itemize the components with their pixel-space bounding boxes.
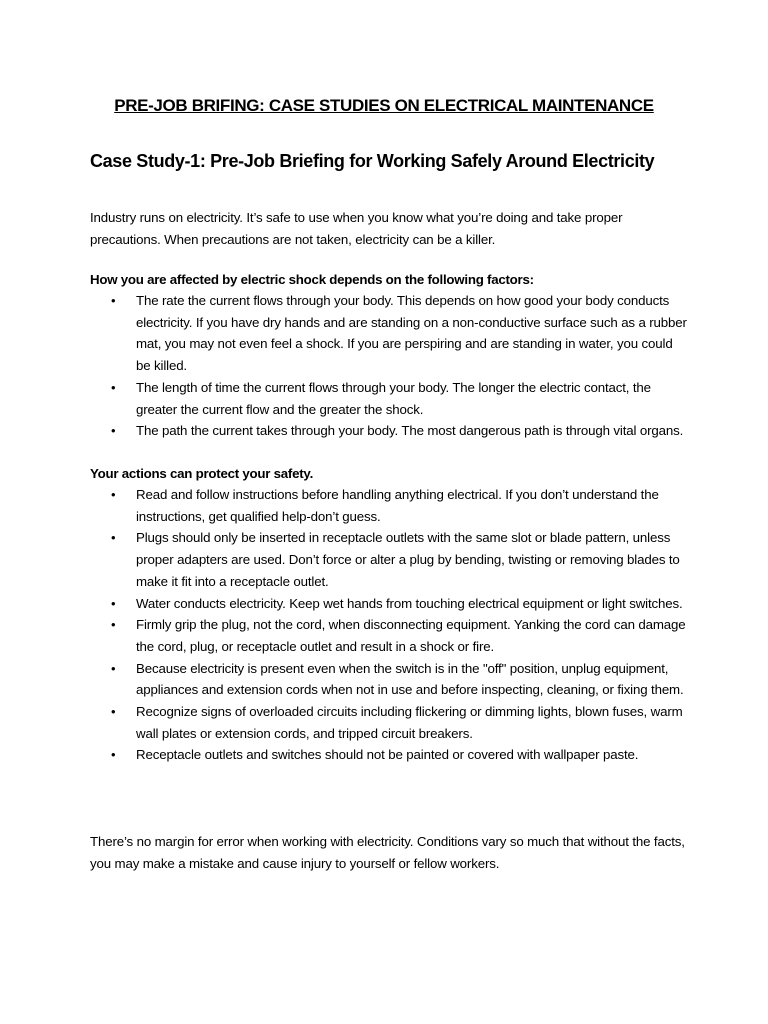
actions-heading: Your actions can protect your safety. — [90, 466, 314, 481]
list-item — [90, 290, 690, 377]
bullet-icon: • — [111, 617, 116, 633]
case-study-heading: Case Study-1: Pre-Job Briefing for Working Safely Around Electricity — [90, 151, 655, 171]
list-item-text: The rate the current flows through your body. This depends on how good your body conducts electricity. If you have dry hands and are standing on a non-conductive surface such as a rubber mat, you may not even feel a shock. If you are perspiring and are standing in water, you could be killed. — [136, 293, 687, 374]
list-item-text: Read and follow instructions before handling anything electrical. If you don’t understand the instructions, get qualified help-don’t guess. — [136, 487, 659, 524]
list-item — [90, 484, 690, 527]
actions-list — [90, 484, 690, 766]
bullet-icon: • — [111, 595, 116, 611]
list-item — [90, 744, 690, 766]
list-item-text: Firmly grip the plug, not the cord, when disconnecting equipment. Yanking the cord can damage the cord, plug, or receptacle outlet and result in a shock or fire. — [136, 617, 686, 654]
bullet-icon: • — [111, 530, 116, 546]
list-item — [90, 527, 690, 592]
intro-paragraph: Industry runs on electricity. It’s safe to use when you know what you’re doing and take proper precautions. When precautions are not taken, electricity can be a killer. — [90, 210, 623, 247]
bullet-icon: • — [111, 747, 116, 763]
list-item-text: The length of time the current flows through your body. The longer the electric contact, the greater the current flow and the greater the shock. — [136, 379, 651, 417]
list-item-text: The path the current takes through your body. The most dangerous path is through vital organs. — [136, 423, 684, 439]
document-title: PRE-JOB BRIFING: CASE STUDIES ON ELECTRICAL MAINTENANCE — [114, 96, 654, 115]
list-item-text: Water conducts electricity. Keep wet hands from touching electrical equipment or light switches. — [136, 595, 683, 611]
bullet-icon: • — [111, 293, 116, 308]
list-item-text: Plugs should only be inserted in receptacle outlets with the same slot or blade pattern, unless proper adapters are used. Don’t force or alter a plug by bending, twisting or removing blades to make it fit into a receptacle outlet. — [136, 530, 680, 589]
list-item — [90, 614, 690, 657]
bullet-icon: • — [111, 379, 116, 395]
list-item — [90, 701, 690, 744]
list-item — [90, 420, 690, 442]
list-item — [90, 658, 690, 701]
list-item — [90, 377, 690, 420]
list-item-text: Receptacle outlets and switches should not be painted or covered with wallpaper paste. — [136, 747, 639, 763]
factors-list — [90, 290, 690, 442]
bullet-icon: • — [111, 487, 116, 502]
closing-paragraph: There’s no margin for error when working with electricity. Conditions vary so much that without the facts, you may make a mistake and cause injury to yourself or fellow workers. — [90, 834, 685, 871]
factors-heading: How you are affected by electric shock depends on the following factors: — [90, 272, 534, 287]
list-item-text: Because electricity is present even when the switch is in the "off" position, unplug equipment, appliances and extension cords when not in use and before inspecting, cleaning, or fixing them. — [136, 660, 684, 698]
list-item-text: Recognize signs of overloaded circuits including flickering or dimming lights, blown fuses, warm wall plates or extension cords, and tripped circuit breakers. — [136, 704, 683, 741]
list-item — [90, 593, 690, 615]
bullet-icon: • — [111, 423, 116, 439]
bullet-icon: • — [111, 704, 116, 720]
bullet-icon: • — [111, 660, 116, 676]
